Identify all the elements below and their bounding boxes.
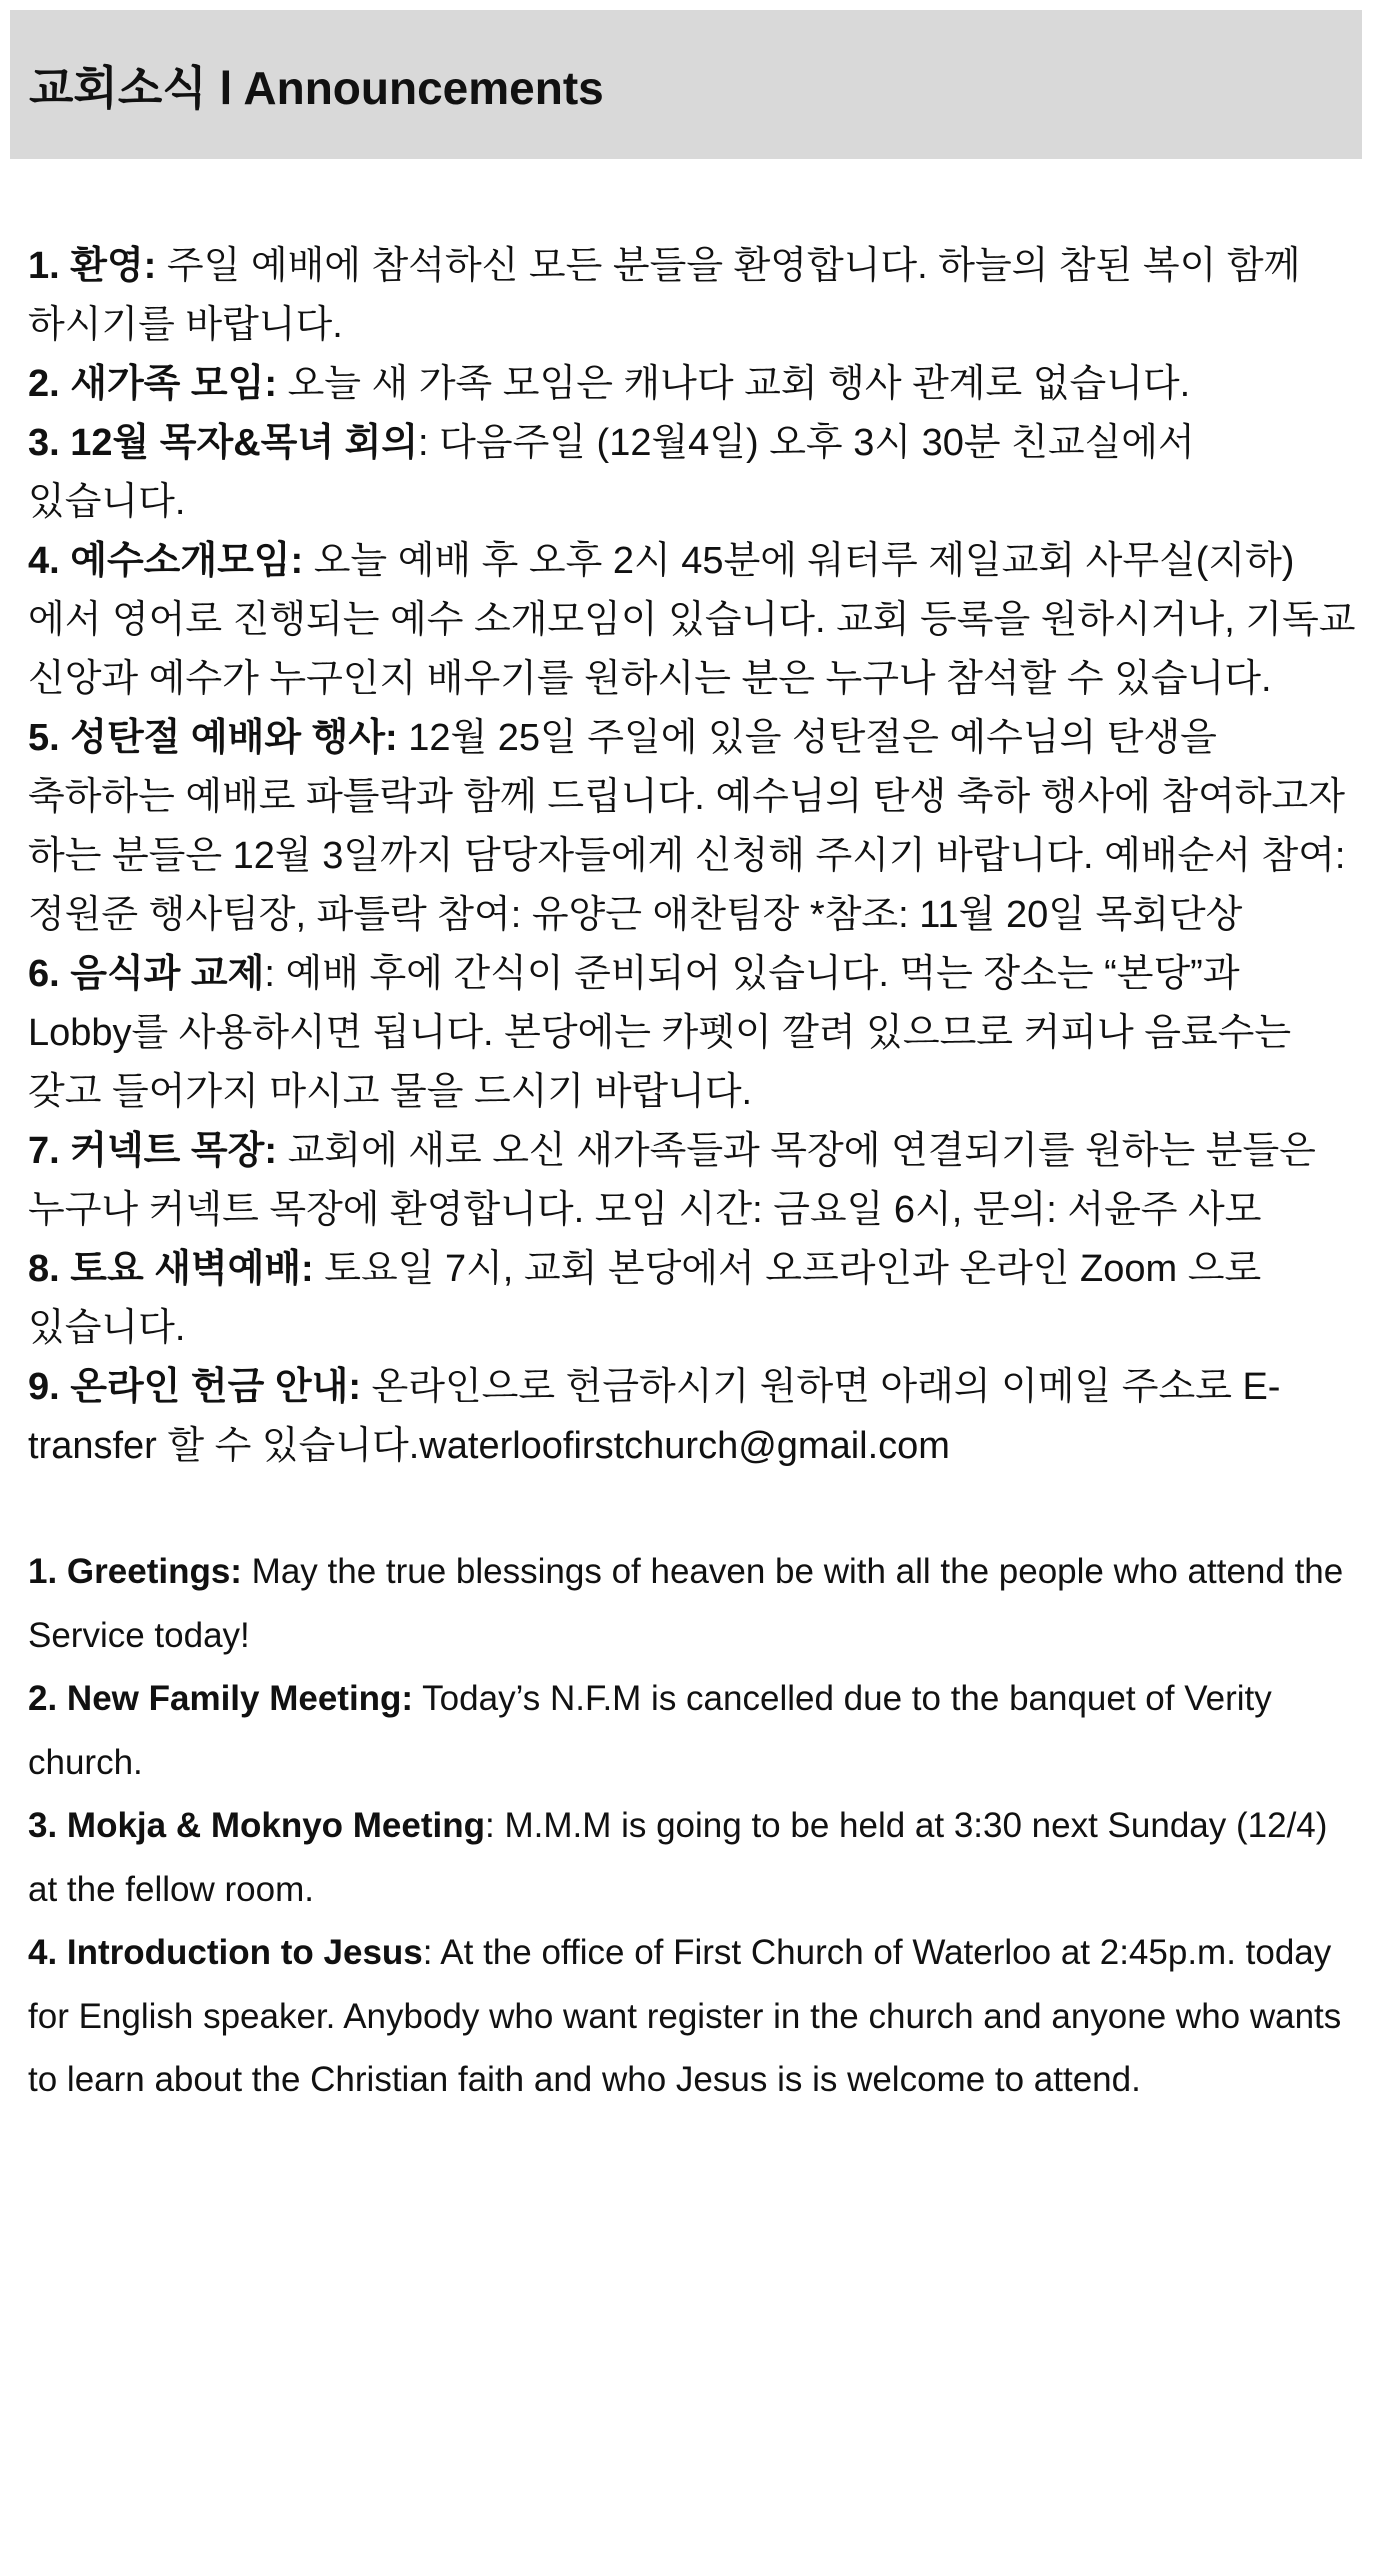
announcement-item-ko-jesus-intro [28, 532, 1358, 709]
announcement-label: 4. 예수소개모임: [28, 540, 304, 582]
announcement-item-ko-online-offering [28, 1358, 1358, 1476]
announcement-text: 교회에 새로 오신 새가족들과 목장에 연결되기를 원하는 분들은 누구나 커넥트 목장에 환영합니다. 모임 시간: 금요일 6시, 문의: 서윤주 사모 [28, 1130, 1316, 1231]
announcement-item-en-new-family [28, 1667, 1358, 1794]
announcement-label: 1. Greetings: [28, 1552, 242, 1591]
announcement-label: 8. 토요 새벽예배: [28, 1248, 314, 1290]
page-title: 교회소식 l Announcements [29, 61, 604, 114]
announcement-label: 3. Mokja & Moknyo Meeting [28, 1806, 485, 1845]
announcement-item-ko-new-family [28, 355, 1358, 414]
announcement-label: 4. Introduction to Jesus [28, 1933, 423, 1972]
announcement-text: Today’s N.F.M is cancelled due to the banquet of Verity church. [28, 1679, 1272, 1782]
announcement-text: : At the office of First Church of Waterloo at 2:45p.m. today for English speaker. Anybody who want register in the church and anyone who wants to learn about the Christian faith and who Jesus is is welcome to attend. [28, 1933, 1342, 2099]
announcement-item-ko-christmas [28, 709, 1358, 945]
announcement-label: 2. New Family Meeting: [28, 1679, 414, 1718]
announcement-item-ko-food [28, 945, 1358, 1122]
announcement-text: 12월 25일 주일에 있을 성탄절은 예수님의 탄생을 축하하는 예배로 파틀락과 함께 드립니다. 예수님의 탄생 축하 행사에 참여하고자 하는 분들은 12월 3일까지 담당자들에게 신청해 주시기 바랍니다. 예배순서 참여: 정원준 행사팀장, 파틀락 참여: 유양근 애찬팀장 *참조: 11월 20일 목회단상 [28, 717, 1346, 936]
announcement-text: 토요일 7시, 교회 본당에서 오프라인과 온라인 Zoom 으로 있습니다. [28, 1248, 1262, 1349]
announcement-item-ko-mokja-meeting [28, 414, 1358, 532]
announcement-text: May the true blessings of heaven be with all the people who attend the Service today! [28, 1552, 1344, 1655]
announcement-item-ko-connect [28, 1122, 1358, 1240]
announcement-label: 9. 온라인 헌금 안내: [28, 1366, 361, 1408]
announcement-label: 2. 새가족 모임: [28, 363, 278, 405]
announcement-item-en-mokja-meeting [28, 1794, 1358, 1921]
announcement-text: : 예배 후에 간식이 준비되어 있습니다. 먹는 장소는 “본당”과 Lobby를 사용하시면 됩니다. 본당에는 카펫이 깔려 있으므로 커피나 음료수는 갖고 들어가지 마시고 물을 드시기 바랍니다. [28, 953, 1292, 1113]
announcement-label: 5. 성탄절 예배와 행사: [28, 717, 398, 759]
announcement-text: : M.M.M is going to be held at 3:30 next Sunday (12/4) at the fellow room. [28, 1806, 1328, 1909]
announcement-text: 오늘 새 가족 모임은 캐나다 교회 행사 관계로 없습니다. [277, 363, 1191, 405]
announcement-label: 6. 음식과 교제 [28, 953, 265, 995]
announcement-text: 온라인으로 헌금하시기 원하면 아래의 이메일 주소로 E-transfer 할 수 있습니다.waterloofirstchurch@gmail.com [28, 1366, 1281, 1467]
announcement-text: : 다음주일 (12월4일) 오후 3시 30분 친교실에서 있습니다. [28, 422, 1195, 523]
announcement-item-ko-welcome [28, 237, 1358, 355]
english-announcements [28, 1540, 1358, 2112]
announcement-item-ko-saturday-prayer [28, 1240, 1358, 1358]
announcement-label: 1. 환영: [28, 245, 157, 287]
announcement-item-en-jesus-intro [28, 1921, 1358, 2112]
announcements-header [10, 10, 1362, 159]
announcement-label: 7. 커넥트 목장: [28, 1130, 278, 1172]
announcement-item-en-greetings [28, 1540, 1358, 1667]
announcement-text: 오늘 예배 후 오후 2시 45분에 워터루 제일교회 사무실(지하)에서 영어로 진행되는 예수 소개모임이 있습니다. 교회 등록을 원하시거나, 기독교 신앙과 예수가 누구인지 배우기를 원하시는 분은 누구나 참석할 수 있습니다. [28, 540, 1356, 700]
announcement-text: 주일 예배에 참석하신 모든 분들을 환영합니다. 하늘의 참된 복이 함께 하시기를 바랍니다. [28, 245, 1301, 346]
announcement-label: 3. 12월 목자&목녀 회의 [28, 422, 419, 464]
korean-announcements [28, 237, 1358, 1476]
